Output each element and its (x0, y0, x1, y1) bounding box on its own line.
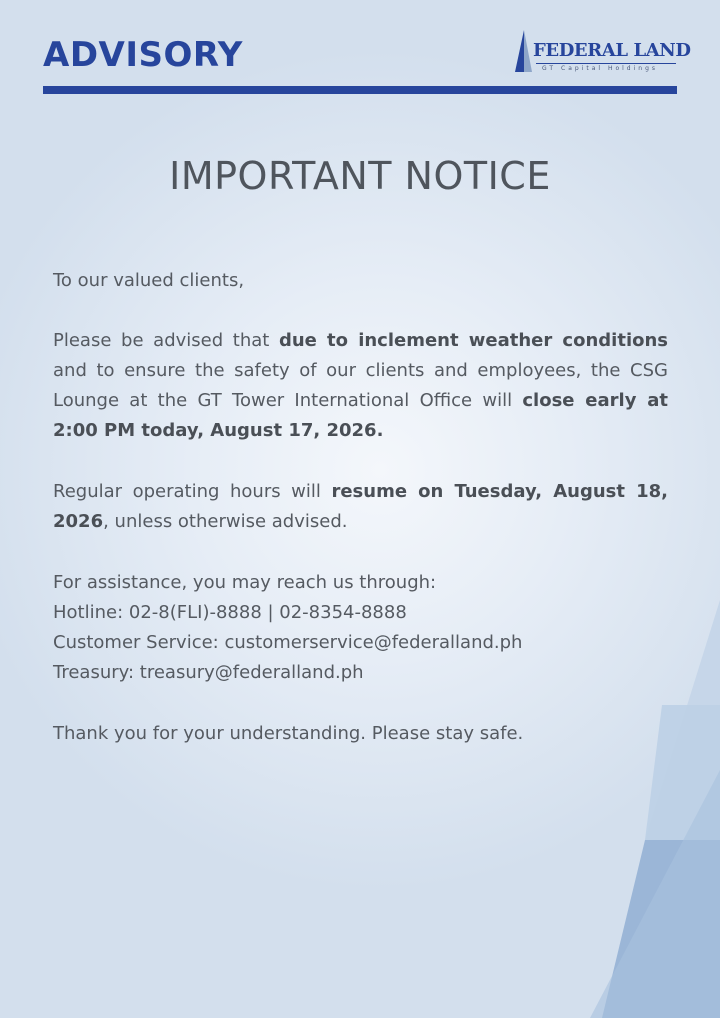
closure-text-2: and to ensure the safety of our clients and employees, the CSG Lounge at the GT Tower International Office will (53, 360, 668, 411)
advisory-heading: ADVISORY (43, 35, 243, 75)
greeting: To our valued clients, (53, 270, 245, 291)
contact-block (53, 568, 668, 688)
logo-name: FEDERAL LAND (533, 40, 691, 61)
contact-intro: For assistance, you may reach us through: (53, 572, 437, 593)
closure-text-1: Please be advised that (53, 330, 279, 351)
logo-divider (536, 63, 676, 64)
header-divider-bar (43, 86, 677, 94)
closing-time-emphasis: close early at 2:00 PM today, August 17, 2026. (53, 390, 669, 441)
weather-emphasis: due to inclement weather conditions (278, 330, 669, 351)
resume-text-1: Regular operating hours will (53, 481, 332, 502)
notice-title: IMPORTANT NOTICE (169, 154, 551, 198)
treasury-line: Treasury: treasury@federalland.ph (53, 662, 364, 683)
closing-line: Thank you for your understanding. Please stay safe. (53, 723, 524, 744)
resume-date-emphasis: resume on Tuesday, August 18, 2026 (53, 481, 668, 532)
notice-body (53, 266, 668, 749)
customer-service-line: Customer Service: customerservice@federalland.ph (53, 632, 523, 653)
resume-paragraph (53, 477, 668, 537)
logo-tagline: GT Capital Holdings (542, 65, 659, 72)
closure-paragraph (53, 326, 668, 446)
hotline-line: Hotline: 02-8(FLI)-8888 | 02-8354-8888 (53, 602, 407, 623)
resume-text-2: , unless otherwise advised. (103, 511, 348, 532)
tower-logo-icon (512, 30, 534, 74)
federal-land-logo (512, 30, 691, 80)
